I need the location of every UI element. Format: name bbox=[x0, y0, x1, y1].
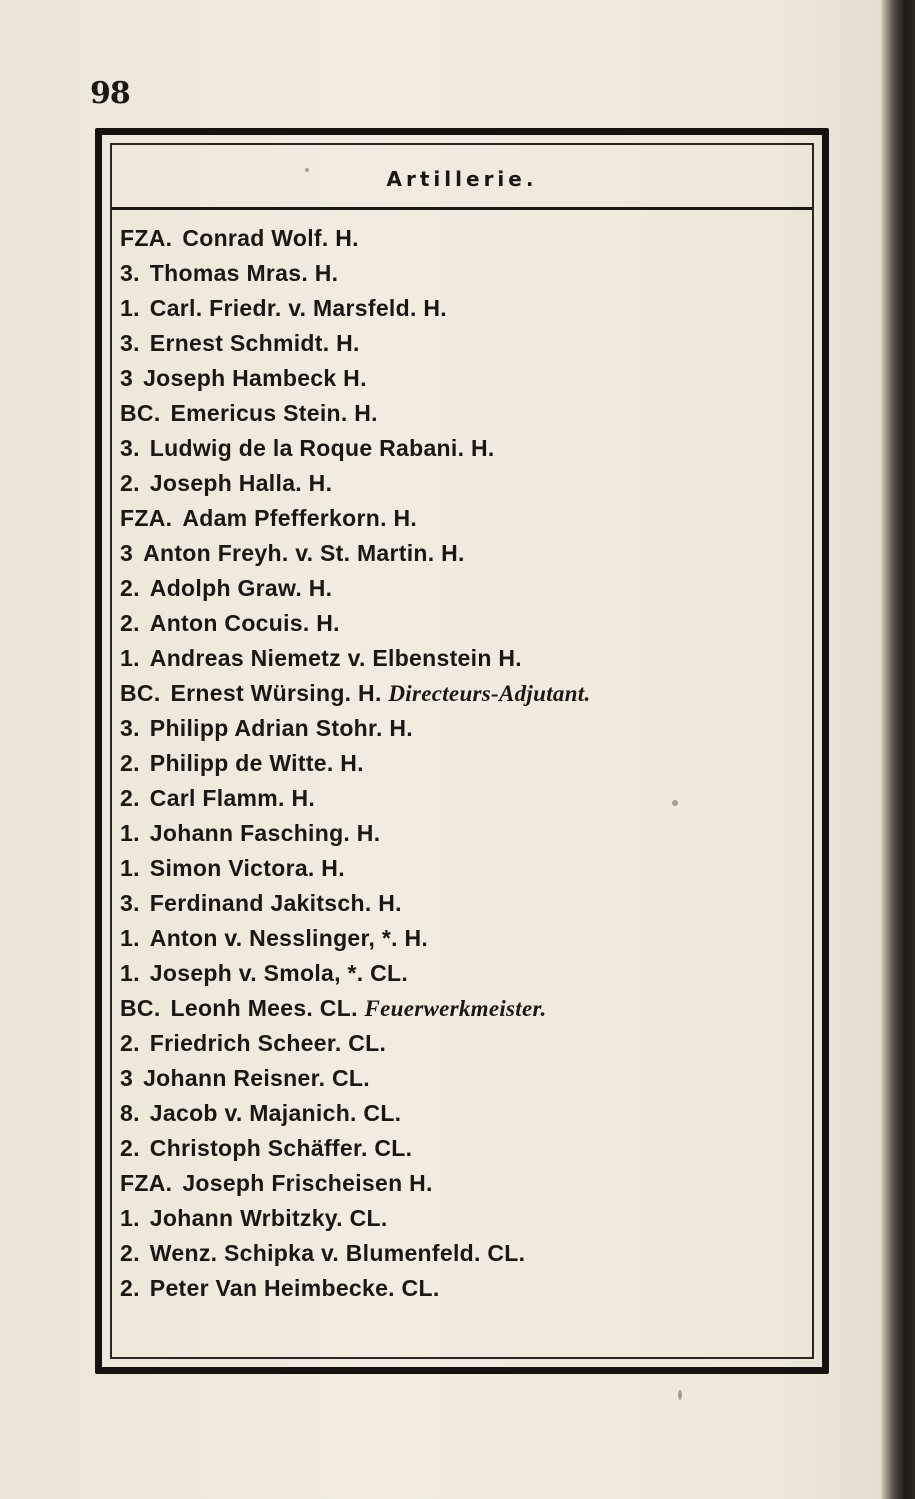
entry-name: Joseph Halla. H. bbox=[149, 470, 333, 496]
roster-entry bbox=[120, 361, 808, 396]
roster-entry bbox=[120, 326, 808, 361]
entry-rank: 3 bbox=[120, 540, 134, 566]
roster-entry bbox=[120, 711, 808, 746]
roster-entry bbox=[120, 1271, 808, 1306]
entry-rank: 3 bbox=[120, 1065, 134, 1091]
entry-name: Ernest Schmidt. H. bbox=[149, 330, 360, 356]
roster-entry bbox=[120, 431, 808, 466]
entry-name: Carl. Friedr. v. Marsfeld. H. bbox=[149, 295, 447, 321]
entry-rank: 1. bbox=[120, 960, 140, 986]
roster-entry bbox=[120, 606, 808, 641]
entry-rank: 1. bbox=[120, 295, 140, 321]
entry-rank: 2. bbox=[120, 610, 140, 636]
entry-name: Simon Victora. H. bbox=[149, 855, 345, 881]
entry-name: Johann Fasching. H. bbox=[149, 820, 381, 846]
entry-rank: FZA. bbox=[120, 1170, 173, 1196]
entry-note: Directeurs-Adjutant. bbox=[388, 681, 591, 706]
entry-name: Friedrich Scheer. CL. bbox=[149, 1030, 387, 1056]
roster-entry bbox=[120, 886, 808, 921]
entry-name: Carl Flamm. H. bbox=[149, 785, 316, 811]
roster-list bbox=[120, 221, 808, 1306]
roster-entry bbox=[120, 1026, 808, 1061]
entry-rank: 1. bbox=[120, 820, 140, 846]
entry-rank: 3. bbox=[120, 330, 140, 356]
roster-entry bbox=[120, 1166, 808, 1201]
entry-rank: 2. bbox=[120, 1240, 140, 1266]
roster-entry bbox=[120, 921, 808, 956]
entry-name: Peter Van Heimbecke. CL. bbox=[149, 1275, 440, 1301]
entry-name: Anton v. Nesslinger, *. H. bbox=[149, 925, 429, 951]
entry-name: Adam Pfefferkorn. H. bbox=[182, 505, 418, 531]
roster-entry bbox=[120, 291, 808, 326]
roster-entry bbox=[120, 781, 808, 816]
entry-rank: 2. bbox=[120, 750, 140, 776]
entry-rank: 1. bbox=[120, 645, 140, 671]
paper-speck bbox=[672, 800, 678, 806]
entry-name: Philipp Adrian Stohr. H. bbox=[149, 715, 413, 741]
entry-rank: 1. bbox=[120, 855, 140, 881]
roster-entry bbox=[120, 956, 808, 991]
paper-speck bbox=[678, 1390, 682, 1400]
page-edge-shadow bbox=[881, 0, 915, 1499]
entry-name: Philipp de Witte. H. bbox=[149, 750, 364, 776]
entry-rank: 3. bbox=[120, 715, 140, 741]
entry-name: Jacob v. Majanich. CL. bbox=[149, 1100, 402, 1126]
entry-name: Johann Wrbitzky. CL. bbox=[149, 1205, 388, 1231]
section-frame bbox=[95, 128, 829, 1374]
roster-entry bbox=[120, 676, 808, 711]
entry-name: Anton Cocuis. H. bbox=[149, 610, 340, 636]
entry-rank: 3. bbox=[120, 260, 140, 286]
roster-entry bbox=[120, 1061, 808, 1096]
roster-entry bbox=[120, 851, 808, 886]
entry-rank: BC. bbox=[120, 680, 161, 706]
entry-rank: 2. bbox=[120, 785, 140, 811]
entry-rank: 3. bbox=[120, 435, 140, 461]
entry-name: Adolph Graw. H. bbox=[149, 575, 333, 601]
entry-name: Ferdinand Jakitsch. H. bbox=[149, 890, 402, 916]
entry-name: Johann Reisner. CL. bbox=[143, 1065, 370, 1091]
entry-rank: 1. bbox=[120, 1205, 140, 1231]
roster-entry bbox=[120, 256, 808, 291]
entry-rank: 2. bbox=[120, 1135, 140, 1161]
entry-rank: 8. bbox=[120, 1100, 140, 1126]
roster-entry bbox=[120, 501, 808, 536]
entry-name: Joseph Frischeisen H. bbox=[182, 1170, 433, 1196]
entry-rank: FZA. bbox=[120, 225, 173, 251]
entry-note: Feuerwerkmeister. bbox=[364, 996, 547, 1021]
roster-entry bbox=[120, 466, 808, 501]
roster-entry bbox=[120, 536, 808, 571]
entry-rank: 1. bbox=[120, 925, 140, 951]
roster-entry bbox=[120, 816, 808, 851]
entry-name: Anton Freyh. v. St. Martin. H. bbox=[143, 540, 465, 566]
roster-entry bbox=[120, 396, 808, 431]
entry-name: Emericus Stein. H. bbox=[170, 400, 378, 426]
entry-name: Joseph Hambeck H. bbox=[143, 365, 367, 391]
entry-rank: 3 bbox=[120, 365, 134, 391]
roster-entry bbox=[120, 1096, 808, 1131]
page-number: 98 bbox=[90, 76, 130, 111]
entry-rank: BC. bbox=[120, 400, 161, 426]
entry-name: Conrad Wolf. H. bbox=[182, 225, 359, 251]
roster-entry bbox=[120, 1201, 808, 1236]
entry-name: Andreas Niemetz v. Elbenstein H. bbox=[149, 645, 522, 671]
entry-rank: 2. bbox=[120, 575, 140, 601]
paper-speck bbox=[305, 168, 309, 172]
entry-name: Ernest Würsing. H. bbox=[170, 680, 382, 706]
entry-rank: FZA. bbox=[120, 505, 173, 531]
roster-entry bbox=[120, 221, 808, 256]
entry-name: Christoph Schäffer. CL. bbox=[149, 1135, 413, 1161]
entry-rank: 2. bbox=[120, 1275, 140, 1301]
entry-name: Thomas Mras. H. bbox=[149, 260, 339, 286]
entry-name: Joseph v. Smola, *. CL. bbox=[149, 960, 409, 986]
roster-entry bbox=[120, 571, 808, 606]
roster-entry bbox=[120, 1236, 808, 1271]
entry-rank: 3. bbox=[120, 890, 140, 916]
entry-rank: 2. bbox=[120, 470, 140, 496]
entry-name: Wenz. Schipka v. Blumenfeld. CL. bbox=[149, 1240, 526, 1266]
roster-entry bbox=[120, 641, 808, 676]
entry-rank: 2. bbox=[120, 1030, 140, 1056]
entry-name: Leonh Mees. CL. bbox=[170, 995, 358, 1021]
title-band bbox=[112, 145, 812, 210]
entry-name: Ludwig de la Roque Rabani. H. bbox=[149, 435, 495, 461]
roster-entry bbox=[120, 991, 808, 1026]
roster-entry bbox=[120, 1131, 808, 1166]
section-title: Artillerie. bbox=[386, 167, 538, 191]
roster-entry bbox=[120, 746, 808, 781]
section-frame-inner bbox=[110, 143, 814, 1359]
entry-rank: BC. bbox=[120, 995, 161, 1021]
